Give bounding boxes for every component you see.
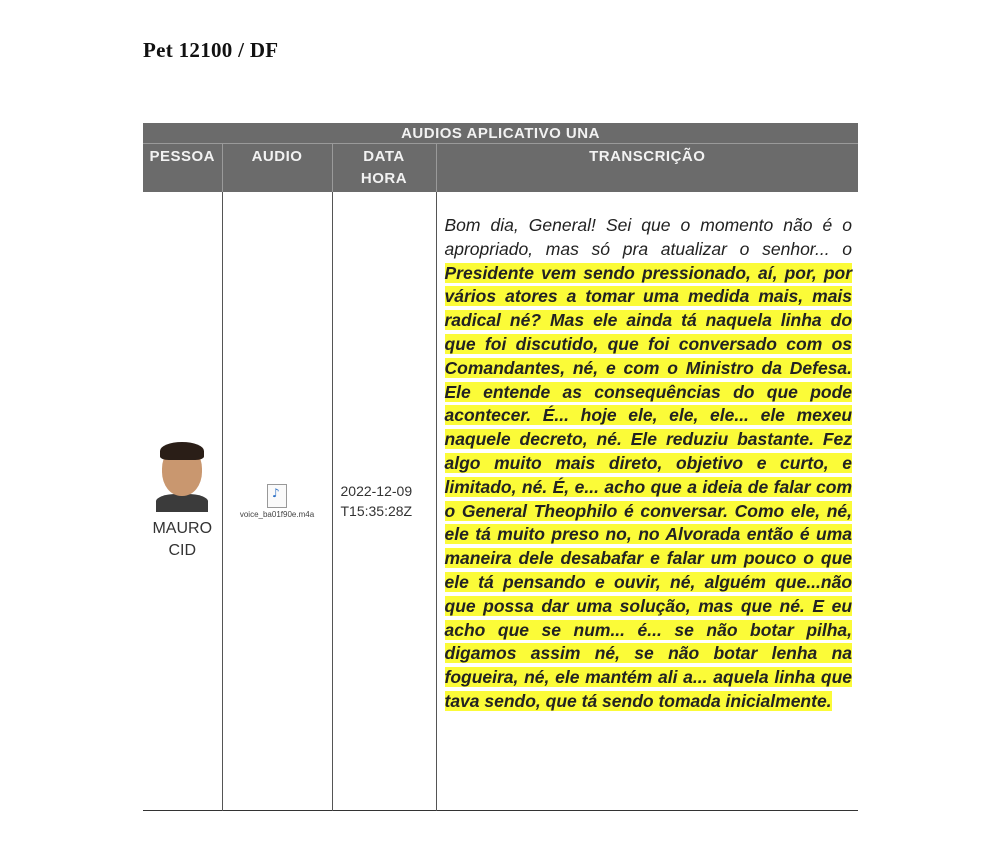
column-header-data-hora: DATA HORA: [332, 144, 436, 193]
column-header-transcricao: TRANSCRIÇÃO: [436, 144, 858, 193]
transcript-cell: [436, 192, 858, 811]
document-title: Pet 12100 / DF: [143, 38, 279, 62]
transcript-plain: Bom dia, General! Sei que o momento não é o apropriado, mas só pra atualizar o senhor... o: [444, 215, 853, 259]
audio-file-name[interactable]: voice_ba01f90e.m4a: [239, 509, 315, 519]
column-header-pessoa: PESSOA: [143, 144, 222, 193]
table-row: [143, 192, 858, 811]
transcript-highlight: Presidente vem sendo pressionado, aí, por, por vários atores a tomar uma medida mais, mais radical né? Mas ele ainda tá naquela linha do que foi discutido, que foi conversado com os Comandantes, né, e com o Ministro da Defesa. Ele entende as consequências do que pode acontecer. É... hoje ele, ele, ele... ele mexeu naquele decreto, né. Ele reduziu bastante. Fez algo muito mais direto, objetivo e curto, e limitado, né. É, e... acho que a ideia de falar com o General Theophilo é conversar. Como ele, né, ele tá muito preso no, no Alvorada então é uma maneira dele desabafar e falar um pouco o que ele tá pensando e ouvir, né, alguém que...não que possa dar uma solução, mas que né. E eu acho que se num... é... se não botar pilha, digamos assim né, se não botar lenha na fogueira, né, ele mantém ali a... aquela linha que tava sendo, que tá sendo tomada inicialmente.: [444, 262, 853, 711]
person-name: MAURO CID: [152, 520, 213, 559]
column-header-audio: AUDIO: [222, 144, 332, 193]
audio-file-icon[interactable]: ♪: [267, 484, 287, 508]
document-header: [143, 38, 278, 63]
audio-transcription-table: [143, 123, 858, 811]
datetime-value: 2022-12-09T15:35:28Z: [340, 483, 413, 519]
datetime-cell: [332, 192, 436, 811]
avatar: [154, 440, 210, 512]
person-cell: [143, 192, 222, 811]
table-title: AUDIOS APLICATIVO UNA: [143, 123, 858, 144]
transcript-text: [445, 214, 853, 714]
audio-cell[interactable]: [222, 192, 332, 811]
